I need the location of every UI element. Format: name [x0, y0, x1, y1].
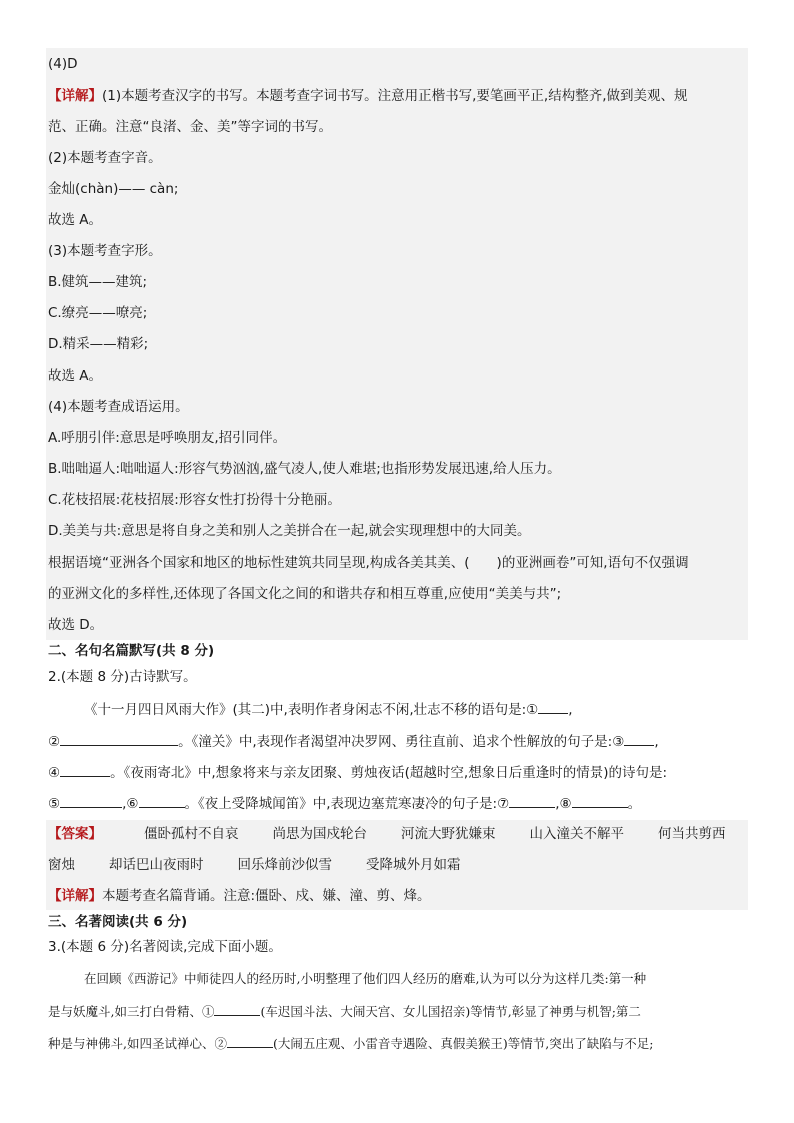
detail-line: 故选 D。 [48, 617, 104, 633]
detail-line: (2)本题考查字音。 [48, 150, 162, 166]
detail-line [48, 86, 688, 106]
blank-2[interactable] [60, 731, 178, 746]
prompt-text: (大闹五庄观、小雷音寺遇险、真假美猴王)等情节,突出了缺陷与不足; [272, 1036, 654, 1051]
prompt-text: , [654, 734, 659, 750]
question-title: 3.(本题 6 分)名著阅读,完成下面小题。 [48, 939, 282, 955]
answer-item: 回乐烽前沙似雪 [237, 857, 332, 873]
section-heading: 三、名著阅读(共 6 分) [48, 914, 188, 930]
detail-line: 的亚洲文化的多样性,还体现了各国文化之间的和谐共存和相互尊重,应使用“美美与共”; [48, 586, 562, 602]
detail-line: 范、正确。注意“良渚、金、美”等字词的书写。 [48, 119, 332, 135]
prompt-text: 种是与神佛斗,如四圣试禅心、② [48, 1036, 227, 1051]
question-title: 2.(本题 8 分)古诗默写。 [48, 669, 197, 685]
answer-item: 受降城外月如霜 [366, 857, 461, 873]
detail-line [48, 886, 431, 906]
prompt-text: ② [48, 734, 61, 750]
blank-reading-1[interactable] [214, 1001, 260, 1016]
prompt-text: 是与妖魔斗,如三打白骨精、① [48, 1004, 215, 1019]
detail-line: C.花枝招展:花枝招展:形容女性打扮得十分艳丽。 [48, 492, 341, 508]
answer-item: 河流大野犹嫌束 [401, 826, 496, 842]
reading-line: 在回顾《西游记》中师徒四人的经历时,小明整理了他们四人经历的磨难,认为可以分为这样几类:第一种 [84, 971, 647, 986]
detail-line: (4)本题考查成语运用。 [48, 399, 189, 415]
prompt-text: ④ [48, 765, 61, 781]
poem-line [84, 699, 573, 720]
prompt-text: 。《夜雨寄北》中,想象将来与亲友团聚、剪烛夜话(超越时空,想象日后重逢时的情景)的诗句是: [110, 765, 668, 781]
prompt-text: 。《夜上受降城闻笛》中,表现边塞荒寒凄冷的句子是:⑦ [184, 796, 510, 812]
detail-line: B.咄咄逼人:咄咄逼人:形容气势汹汹,盛气凌人,使人难堪;也指形势发展迅速,给人压力。 [48, 461, 561, 477]
poem-line [48, 762, 667, 783]
prompt-text: , [568, 702, 573, 718]
detail-line: 故选 A。 [48, 212, 103, 228]
answer-tag: 【答案】 [48, 826, 102, 842]
detail-line: D.精采——精彩; [48, 336, 149, 352]
poem-line [48, 731, 659, 752]
prompt-text: ⑤ [48, 796, 61, 812]
detail-line: 故选 A。 [48, 368, 103, 384]
detail-line: (3)本题考查字形。 [48, 243, 162, 259]
prompt-text: 《十一月四日风雨大作》(其二)中,表明作者身闲志不闲,壮志不移的语句是:① [84, 702, 539, 718]
detail-text: 本题考查名篇背诵。注意:僵卧、戍、嫌、潼、剪、烽。 [102, 888, 431, 904]
detail-line: A.呼朋引伴:意思是呼唤朋友,招引同伴。 [48, 430, 287, 446]
answer-line [48, 855, 495, 875]
detail-line: 金灿(chàn)—— càn; [48, 181, 179, 197]
detail-line: B.健筑——建筑; [48, 274, 148, 290]
prompt-text: ,⑧ [555, 796, 572, 812]
blank-1[interactable] [538, 699, 568, 714]
prompt-text: ,⑥ [122, 796, 139, 812]
blank-reading-2[interactable] [227, 1033, 273, 1048]
detail-line: C.缭亮——嘹亮; [48, 305, 148, 321]
prompt-text: 。 [627, 796, 642, 812]
detail-line: 根据语境“亚洲各个国家和地区的地标性建筑共同呈现,构成各美其美、( )的亚洲画卷”可知,语句不仅强调 [48, 555, 689, 571]
answer-item: 何当共剪西 [658, 826, 726, 842]
prompt-text: (车迟国斗法、大闹天宫、女儿国招亲)等情节,彰显了神勇与机智;第二 [260, 1004, 641, 1019]
blank-8[interactable] [572, 793, 628, 808]
reading-line [48, 1033, 653, 1054]
answer-item: 窗烛 [48, 857, 75, 873]
blank-7[interactable] [509, 793, 555, 808]
prompt-text: 。《潼关》中,表现作者渴望冲决罗网、勇往直前、追求个性解放的句子是:③ [178, 734, 625, 750]
blank-4[interactable] [60, 762, 110, 777]
poem-line [48, 793, 641, 814]
detail-text: (1)本题考查汉字的书写。本题考查字词书写。注意用正楷书写,要笔画平正,结构整齐,做到美观、规 [102, 88, 688, 104]
answer-line [48, 824, 726, 844]
detail-tag: 【详解】 [48, 888, 102, 904]
blank-3[interactable] [624, 731, 654, 746]
blank-6[interactable] [139, 793, 185, 808]
answer-item: 僵卧孤村不自哀 [144, 826, 239, 842]
answer-line: (4)D [48, 56, 78, 72]
answer-item: 却话巴山夜雨时 [109, 857, 204, 873]
reading-line [48, 1001, 641, 1022]
answer-item: 山入潼关不解平 [529, 826, 624, 842]
section-heading: 二、名句名篇默写(共 8 分) [48, 643, 215, 659]
detail-tag: 【详解】 [48, 88, 102, 104]
answer-item: 尚思为国戍轮台 [272, 826, 367, 842]
blank-5[interactable] [60, 793, 122, 808]
detail-line: D.美美与共:意思是将自身之美和别人之美拼合在一起,就会实现理想中的大同美。 [48, 523, 531, 539]
